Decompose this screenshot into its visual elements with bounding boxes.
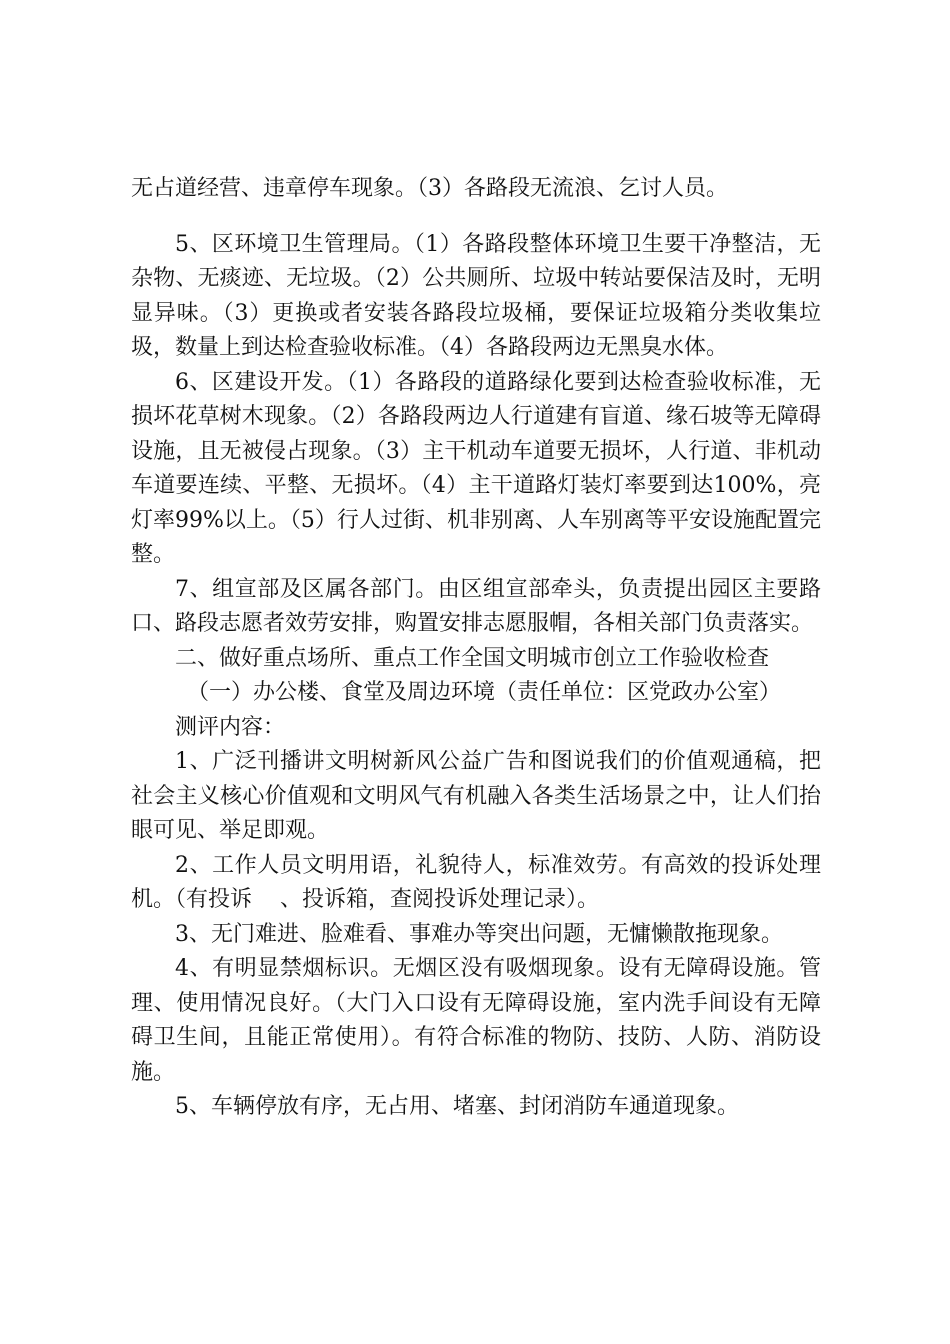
evaluation-label: 测评内容： — [175, 714, 286, 740]
evaluation-item-5: 5、车辆停放有序，无占用、堵塞、封闭消防车通道现象。 — [175, 1094, 739, 1119]
document-body — [131, 172, 821, 1125]
paragraph-continued: 无占道经营、违章停车现象。（3）各路段无流浪、乞讨人员。 — [131, 176, 728, 201]
evaluation-item-1: 1、广泛刊播讲文明树新风公益广告和图说我们的价值观通稿，把社会主义核心价值观和文明风气有机融入各类生活场景之中，让人们抬眼可见、举足即观。 — [131, 749, 821, 843]
evaluation-item-3: 3、无门难进、脸难看、事难办等突出问题，无慵懒散拖现象。 — [175, 921, 783, 947]
paragraph-item-6-construction: 6、区建设开发。（1）各路段的道路绿化要到达检查验收标准，无损坏花草树木现象。（2）各路段两边人行道建有盲道、缘石坡等无障碍设施，且无被侵占现象。（3）主干机动车道要无损坏，人行道、非机动车道要连续、平整、无损坏。（4）主干道路灯装灯率要到达100%，亮灯率99%以上。（5）行人过街、机非别离、人车别离等平安设施配置完整。 — [131, 369, 821, 567]
paragraph-item-7-publicity: 7、组宣部及区属各部门。由区组宣部牵头，负责提出园区主要路口、路段志愿者效劳安排，购置安排志愿服帽，各相关部门负责落实。 — [131, 576, 821, 636]
subsection-heading-1: （一）办公楼、食堂及周边环境（责任单位：区党政办公室） — [187, 680, 782, 705]
section-heading-2: 二、做好重点场所、重点工作全国文明城市创立工作验收检查 — [175, 645, 770, 671]
paragraph-item-5-sanitation: 5、区环境卫生管理局。（1）各路段整体环境卫生要干净整洁，无杂物、无痰迹、无垃圾。（2）公共厕所、垃圾中转站要保洁及时，无明显异味。（3）更换或者安装各路段垃圾桶，要保证垃圾箱分类收集垃圾，数量上到达检查验收标准。（4）各路段两边无黑臭水体。 — [131, 231, 821, 360]
evaluation-item-4: 4、有明显禁烟标识。无烟区没有吸烟现象。设有无障碍设施。管理、使用情况良好。（大门入口设有无障碍设施，室内洗手间设有无障碍卫生间，且能正常使用）。有符合标准的物防、技防、人防、消防设施。 — [131, 956, 821, 1085]
evaluation-item-2: 2、工作人员文明用语，礼貌待人，标准效劳。有高效的投诉处理机。（有投诉 、投诉箱，查阅投诉处理记录）。 — [131, 852, 821, 912]
